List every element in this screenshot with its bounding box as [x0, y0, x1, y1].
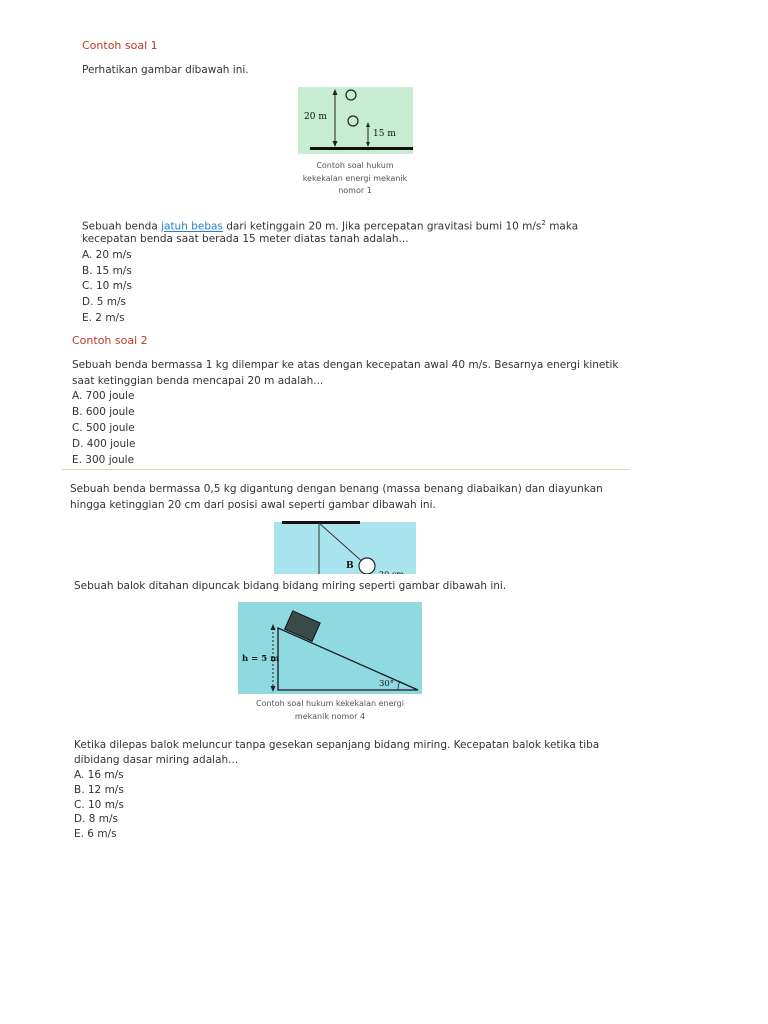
- question-2-block: [62, 326, 627, 468]
- figure-free-fall: [298, 87, 413, 154]
- figure-4-caption: [240, 698, 420, 723]
- label-h-5m: h = 5 m: [242, 654, 280, 664]
- caption-line: Contoh soal hukum: [316, 161, 394, 170]
- option-b: B. 12 m/s: [74, 784, 124, 796]
- label-15m: 15 m: [373, 129, 396, 139]
- figure-incline: [238, 602, 422, 694]
- question-3-text-line-2: hingga ketinggian 20 cm dari posisi awal seperti gambar dibawah ini.: [70, 499, 436, 511]
- caption-line: nomor 1: [338, 186, 372, 195]
- question-1-heading: Contoh soal 1: [82, 39, 158, 52]
- ceiling-bar: [282, 521, 360, 524]
- caption-line: kekekalan energi mekanik: [302, 173, 408, 183]
- option-c: C. 10 m/s: [82, 280, 132, 292]
- option-e: E. 2 m/s: [82, 312, 125, 324]
- question-2-heading: Contoh soal 2: [72, 334, 148, 347]
- figure-1-caption: [290, 160, 420, 198]
- ground-line: [310, 147, 413, 150]
- text-segment: maka: [545, 220, 579, 233]
- question-4-intro: Sebuah balok ditahan dipuncak bidang bidang miring seperti gambar dibawah ini.: [74, 580, 507, 592]
- caption-line: mekanik nomor 4: [294, 711, 366, 721]
- text-segment: dari ketinggain 20 m. Jika percepatan gravitasi bumi 10 m/s: [222, 220, 542, 233]
- figure-pendulum: [274, 518, 416, 574]
- question-3-text-line-1: Sebuah benda bermassa 0,5 kg digantung dengan benang (massa benang diabaikan) dan diayunkan: [70, 483, 603, 495]
- option-b: B. 600 joule: [72, 406, 135, 418]
- option-a: A. 20 m/s: [82, 249, 132, 261]
- option-c: C. 500 joule: [72, 422, 135, 434]
- option-a: A. 700 joule: [72, 390, 135, 402]
- superscript: 2: [541, 219, 546, 227]
- label-30deg: 30°: [379, 679, 395, 689]
- label-b: B: [346, 561, 354, 571]
- question-2-text-line-2: saat ketinggian benda mencapai 20 m adalah...: [72, 375, 324, 387]
- question-2-text-line-1: Sebuah benda bermassa 1 kg dilempar ke atas dengan kecepatan awal 40 m/s. Besarnya energi kinetik: [72, 359, 619, 371]
- caption-line: Contoh soal hukum kekekalan energi: [256, 699, 404, 708]
- option-e: E. 6 m/s: [74, 828, 117, 840]
- label-20m: 20 m: [304, 112, 327, 122]
- question-1-intro: Perhatikan gambar dibawah ini.: [82, 64, 249, 76]
- pendulum-bob: [359, 558, 375, 574]
- question-4-text-line-2: dibidang dasar miring adalah...: [74, 754, 239, 766]
- question-1-text-line-2: kecepatan benda saat berada 15 meter diatas tanah adalah...: [82, 233, 409, 245]
- text-segment: Sebuah benda: [82, 220, 162, 233]
- option-e: E. 300 joule: [72, 454, 135, 466]
- section-divider: [62, 469, 630, 470]
- option-d: D. 5 m/s: [82, 296, 127, 308]
- question-4-text-line-1: Ketika dilepas balok meluncur tanpa gesekan sepanjang bidang miring. Kecepatan balok ketika tiba: [74, 739, 600, 751]
- figure-pendulum-bg: [274, 522, 416, 574]
- option-d: D. 400 joule: [72, 438, 136, 450]
- link-jatuh-bebas[interactable]: jatuh bebas: [161, 220, 223, 233]
- option-d: D. 8 m/s: [74, 813, 119, 825]
- option-a: A. 16 m/s: [74, 769, 124, 781]
- option-b: B. 15 m/s: [82, 265, 132, 277]
- option-c: C. 10 m/s: [74, 799, 124, 811]
